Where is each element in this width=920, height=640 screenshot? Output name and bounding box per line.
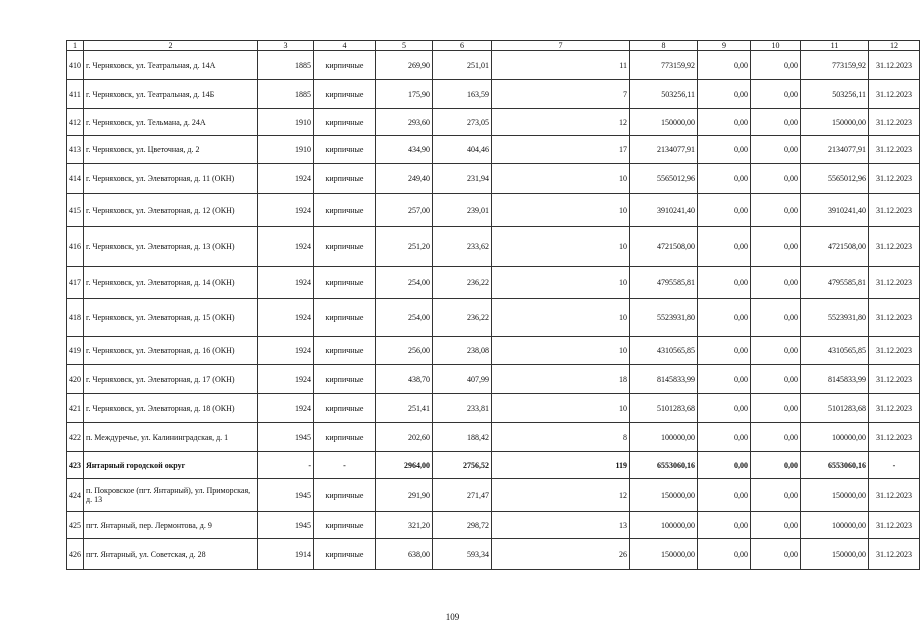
table-row — [67, 337, 920, 365]
col10-cell: 0,00 — [751, 337, 801, 365]
header-cell: 8 — [630, 41, 698, 51]
header-cell: 6 — [433, 41, 492, 51]
material-cell: кирпичные — [314, 365, 376, 394]
area-total-cell: 293,60 — [376, 109, 433, 136]
year-cell: 1945 — [258, 479, 314, 512]
date-cell: 31.12.2023 — [869, 194, 920, 227]
row-number: 412 — [67, 109, 84, 136]
area-living-cell: 238,08 — [433, 337, 492, 365]
residents-cell: 10 — [492, 194, 630, 227]
area-living-cell: 239,01 — [433, 194, 492, 227]
material-cell: кирпичные — [314, 394, 376, 423]
address-cell: г. Черняховск, ул. Элеваторная, д. 11 (ОКН) — [84, 164, 258, 194]
col10-cell: 0,00 — [751, 267, 801, 299]
year-cell: 1924 — [258, 394, 314, 423]
material-cell: кирпичные — [314, 227, 376, 267]
col10-cell: 0,00 — [751, 194, 801, 227]
area-total-cell: 269,90 — [376, 51, 433, 80]
area-living-cell: 233,62 — [433, 227, 492, 267]
col11-cell: 4795585,81 — [801, 267, 869, 299]
col9-cell: 0,00 — [698, 164, 751, 194]
material-cell: кирпичные — [314, 267, 376, 299]
address-cell: пгт. Янтарный, пер. Лермонтова, д. 9 — [84, 512, 258, 539]
col10-cell: 0,00 — [751, 164, 801, 194]
residents-cell: 13 — [492, 512, 630, 539]
col9-cell: 0,00 — [698, 109, 751, 136]
area-total-cell: 251,20 — [376, 227, 433, 267]
year-cell: 1945 — [258, 512, 314, 539]
cost-cell: 150000,00 — [630, 479, 698, 512]
header-cell: 4 — [314, 41, 376, 51]
table-row — [67, 227, 920, 267]
area-total-cell: 175,90 — [376, 80, 433, 109]
header-row — [67, 41, 920, 51]
date-cell: 31.12.2023 — [869, 337, 920, 365]
date-cell: 31.12.2023 — [869, 267, 920, 299]
row-number: 423 — [67, 452, 84, 479]
cost-cell: 100000,00 — [630, 423, 698, 452]
cost-cell: 2134077,91 — [630, 136, 698, 164]
date-cell: 31.12.2023 — [869, 512, 920, 539]
table-body — [67, 41, 920, 570]
table-row — [67, 512, 920, 539]
area-living-cell: 2756,52 — [433, 452, 492, 479]
table-row — [67, 423, 920, 452]
row-number: 418 — [67, 299, 84, 337]
residents-cell: 10 — [492, 394, 630, 423]
col11-cell: 4721508,00 — [801, 227, 869, 267]
row-number: 413 — [67, 136, 84, 164]
cost-cell: 150000,00 — [630, 109, 698, 136]
table-row — [67, 539, 920, 570]
cost-cell: 6553060,16 — [630, 452, 698, 479]
material-cell: кирпичные — [314, 109, 376, 136]
col9-cell: 0,00 — [698, 365, 751, 394]
year-cell: 1914 — [258, 539, 314, 570]
year-cell: 1924 — [258, 337, 314, 365]
table-row — [67, 479, 920, 512]
area-living-cell: 404,46 — [433, 136, 492, 164]
row-number: 410 — [67, 51, 84, 80]
year-cell: 1945 — [258, 423, 314, 452]
address-cell: г. Черняховск, ул. Элеваторная, д. 14 (ОКН) — [84, 267, 258, 299]
table-row — [67, 267, 920, 299]
residents-cell: 10 — [492, 299, 630, 337]
material-cell: кирпичные — [314, 194, 376, 227]
col10-cell: 0,00 — [751, 394, 801, 423]
row-number: 424 — [67, 479, 84, 512]
col9-cell: 0,00 — [698, 337, 751, 365]
row-number: 416 — [67, 227, 84, 267]
col9-cell: 0,00 — [698, 452, 751, 479]
address-cell: г. Черняховск, ул. Элеваторная, д. 18 (ОКН) — [84, 394, 258, 423]
address-cell: г. Черняховск, ул. Элеваторная, д. 15 (ОКН) — [84, 299, 258, 337]
row-number: 414 — [67, 164, 84, 194]
header-cell: 3 — [258, 41, 314, 51]
material-cell: кирпичные — [314, 337, 376, 365]
residents-cell: 10 — [492, 337, 630, 365]
col9-cell: 0,00 — [698, 227, 751, 267]
row-number: 421 — [67, 394, 84, 423]
year-cell: 1924 — [258, 299, 314, 337]
table-row — [67, 452, 920, 479]
row-number: 419 — [67, 337, 84, 365]
material-cell: кирпичные — [314, 51, 376, 80]
date-cell: 31.12.2023 — [869, 51, 920, 80]
col10-cell: 0,00 — [751, 136, 801, 164]
cost-cell: 5101283,68 — [630, 394, 698, 423]
area-total-cell: 257,00 — [376, 194, 433, 227]
col11-cell: 773159,92 — [801, 51, 869, 80]
header-cell: 9 — [698, 41, 751, 51]
col11-cell: 5101283,68 — [801, 394, 869, 423]
col11-cell: 5523931,80 — [801, 299, 869, 337]
cost-cell: 503256,11 — [630, 80, 698, 109]
year-cell: - — [258, 452, 314, 479]
cost-cell: 100000,00 — [630, 512, 698, 539]
year-cell: 1885 — [258, 80, 314, 109]
material-cell: кирпичные — [314, 539, 376, 570]
year-cell: 1910 — [258, 109, 314, 136]
header-cell: 2 — [84, 41, 258, 51]
area-total-cell: 434,90 — [376, 136, 433, 164]
area-total-cell: 254,00 — [376, 267, 433, 299]
area-living-cell: 273,05 — [433, 109, 492, 136]
area-total-cell: 254,00 — [376, 299, 433, 337]
row-number: 422 — [67, 423, 84, 452]
col10-cell: 0,00 — [751, 51, 801, 80]
address-cell: пгт. Янтарный, ул. Советская, д. 28 — [84, 539, 258, 570]
area-living-cell: 298,72 — [433, 512, 492, 539]
material-cell: кирпичные — [314, 80, 376, 109]
address-cell: п. Междуречье, ул. Калининградская, д. 1 — [84, 423, 258, 452]
year-cell: 1885 — [258, 51, 314, 80]
address-cell: г. Черняховск, ул. Элеваторная, д. 12 (ОКН) — [84, 194, 258, 227]
area-living-cell: 251,01 — [433, 51, 492, 80]
address-cell: г. Черняховск, ул. Цветочная, д. 2 — [84, 136, 258, 164]
material-cell: кирпичные — [314, 423, 376, 452]
area-living-cell: 236,22 — [433, 299, 492, 337]
residents-cell: 10 — [492, 227, 630, 267]
area-living-cell: 407,99 — [433, 365, 492, 394]
address-cell: г. Черняховск, ул. Тельмана, д. 24А — [84, 109, 258, 136]
residents-cell: 10 — [492, 267, 630, 299]
date-cell: - — [869, 452, 920, 479]
header-cell: 1 — [67, 41, 84, 51]
col10-cell: 0,00 — [751, 512, 801, 539]
cost-cell: 150000,00 — [630, 539, 698, 570]
year-cell: 1924 — [258, 365, 314, 394]
residents-cell: 10 — [492, 164, 630, 194]
address-cell: п. Покровское (пгт. Янтарный), ул. Приморская, д. 13 — [84, 479, 258, 512]
col9-cell: 0,00 — [698, 267, 751, 299]
row-number: 426 — [67, 539, 84, 570]
col9-cell: 0,00 — [698, 394, 751, 423]
col10-cell: 0,00 — [751, 452, 801, 479]
area-living-cell: 236,22 — [433, 267, 492, 299]
col11-cell: 150000,00 — [801, 109, 869, 136]
col9-cell: 0,00 — [698, 423, 751, 452]
col10-cell: 0,00 — [751, 365, 801, 394]
col11-cell: 100000,00 — [801, 423, 869, 452]
residents-cell: 12 — [492, 479, 630, 512]
area-living-cell: 163,59 — [433, 80, 492, 109]
area-total-cell: 202,60 — [376, 423, 433, 452]
col9-cell: 0,00 — [698, 299, 751, 337]
area-total-cell: 249,40 — [376, 164, 433, 194]
cost-cell: 4721508,00 — [630, 227, 698, 267]
col10-cell: 0,00 — [751, 539, 801, 570]
material-cell: - — [314, 452, 376, 479]
residents-cell: 119 — [492, 452, 630, 479]
col11-cell: 2134077,91 — [801, 136, 869, 164]
date-cell: 31.12.2023 — [869, 423, 920, 452]
date-cell: 31.12.2023 — [869, 299, 920, 337]
area-total-cell: 2964,00 — [376, 452, 433, 479]
area-living-cell: 231,94 — [433, 164, 492, 194]
table-row — [67, 194, 920, 227]
date-cell: 31.12.2023 — [869, 227, 920, 267]
col11-cell: 5565012,96 — [801, 164, 869, 194]
cost-cell: 8145833,99 — [630, 365, 698, 394]
data-table-container — [66, 40, 912, 570]
col10-cell: 0,00 — [751, 479, 801, 512]
table-row — [67, 365, 920, 394]
area-total-cell: 638,00 — [376, 539, 433, 570]
material-cell: кирпичные — [314, 299, 376, 337]
area-total-cell: 251,41 — [376, 394, 433, 423]
date-cell: 31.12.2023 — [869, 365, 920, 394]
col11-cell: 150000,00 — [801, 479, 869, 512]
row-number: 420 — [67, 365, 84, 394]
address-cell: г. Черняховск, ул. Театральная, д. 14Б — [84, 80, 258, 109]
col9-cell: 0,00 — [698, 539, 751, 570]
col11-cell: 6553060,16 — [801, 452, 869, 479]
date-cell: 31.12.2023 — [869, 539, 920, 570]
data-table — [66, 40, 920, 570]
date-cell: 31.12.2023 — [869, 109, 920, 136]
year-cell: 1910 — [258, 136, 314, 164]
year-cell: 1924 — [258, 267, 314, 299]
area-living-cell: 593,34 — [433, 539, 492, 570]
cost-cell: 3910241,40 — [630, 194, 698, 227]
address-cell: Янтарный городской округ — [84, 452, 258, 479]
header-cell: 10 — [751, 41, 801, 51]
col10-cell: 0,00 — [751, 227, 801, 267]
material-cell: кирпичные — [314, 479, 376, 512]
row-number: 417 — [67, 267, 84, 299]
cost-cell: 4795585,81 — [630, 267, 698, 299]
residents-cell: 18 — [492, 365, 630, 394]
residents-cell: 26 — [492, 539, 630, 570]
col9-cell: 0,00 — [698, 479, 751, 512]
header-cell: 5 — [376, 41, 433, 51]
date-cell: 31.12.2023 — [869, 136, 920, 164]
year-cell: 1924 — [258, 227, 314, 267]
material-cell: кирпичные — [314, 136, 376, 164]
cost-cell: 5565012,96 — [630, 164, 698, 194]
residents-cell: 11 — [492, 51, 630, 80]
col11-cell: 4310565,85 — [801, 337, 869, 365]
year-cell: 1924 — [258, 194, 314, 227]
table-row — [67, 299, 920, 337]
col11-cell: 8145833,99 — [801, 365, 869, 394]
area-total-cell: 291,90 — [376, 479, 433, 512]
area-total-cell: 321,20 — [376, 512, 433, 539]
col11-cell: 503256,11 — [801, 80, 869, 109]
row-number: 425 — [67, 512, 84, 539]
col10-cell: 0,00 — [751, 299, 801, 337]
area-living-cell: 188,42 — [433, 423, 492, 452]
col9-cell: 0,00 — [698, 512, 751, 539]
table-row — [67, 80, 920, 109]
col11-cell: 150000,00 — [801, 539, 869, 570]
date-cell: 31.12.2023 — [869, 164, 920, 194]
area-living-cell: 271,47 — [433, 479, 492, 512]
table-row — [67, 136, 920, 164]
date-cell: 31.12.2023 — [869, 479, 920, 512]
residents-cell: 17 — [492, 136, 630, 164]
col10-cell: 0,00 — [751, 80, 801, 109]
cost-cell: 5523931,80 — [630, 299, 698, 337]
area-total-cell: 438,70 — [376, 365, 433, 394]
col10-cell: 0,00 — [751, 109, 801, 136]
area-total-cell: 256,00 — [376, 337, 433, 365]
col11-cell: 3910241,40 — [801, 194, 869, 227]
col9-cell: 0,00 — [698, 194, 751, 227]
address-cell: г. Черняховск, ул. Театральная, д. 14А — [84, 51, 258, 80]
residents-cell: 8 — [492, 423, 630, 452]
material-cell: кирпичные — [314, 512, 376, 539]
page-number: 109 — [445, 612, 460, 622]
col9-cell: 0,00 — [698, 80, 751, 109]
header-cell: 11 — [801, 41, 869, 51]
address-cell: г. Черняховск, ул. Элеваторная, д. 13 (ОКН) — [84, 227, 258, 267]
date-cell: 31.12.2023 — [869, 80, 920, 109]
year-cell: 1924 — [258, 164, 314, 194]
material-cell: кирпичные — [314, 164, 376, 194]
table-row — [67, 164, 920, 194]
row-number: 411 — [67, 80, 84, 109]
col10-cell: 0,00 — [751, 423, 801, 452]
col9-cell: 0,00 — [698, 136, 751, 164]
header-cell: 12 — [869, 41, 920, 51]
cost-cell: 4310565,85 — [630, 337, 698, 365]
date-cell: 31.12.2023 — [869, 394, 920, 423]
header-cell: 7 — [492, 41, 630, 51]
area-living-cell: 233,81 — [433, 394, 492, 423]
table-row — [67, 109, 920, 136]
table-row — [67, 394, 920, 423]
row-number: 415 — [67, 194, 84, 227]
address-cell: г. Черняховск, ул. Элеваторная, д. 16 (ОКН) — [84, 337, 258, 365]
address-cell: г. Черняховск, ул. Элеваторная, д. 17 (ОКН) — [84, 365, 258, 394]
table-row — [67, 51, 920, 80]
residents-cell: 12 — [492, 109, 630, 136]
cost-cell: 773159,92 — [630, 51, 698, 80]
col11-cell: 100000,00 — [801, 512, 869, 539]
residents-cell: 7 — [492, 80, 630, 109]
col9-cell: 0,00 — [698, 51, 751, 80]
